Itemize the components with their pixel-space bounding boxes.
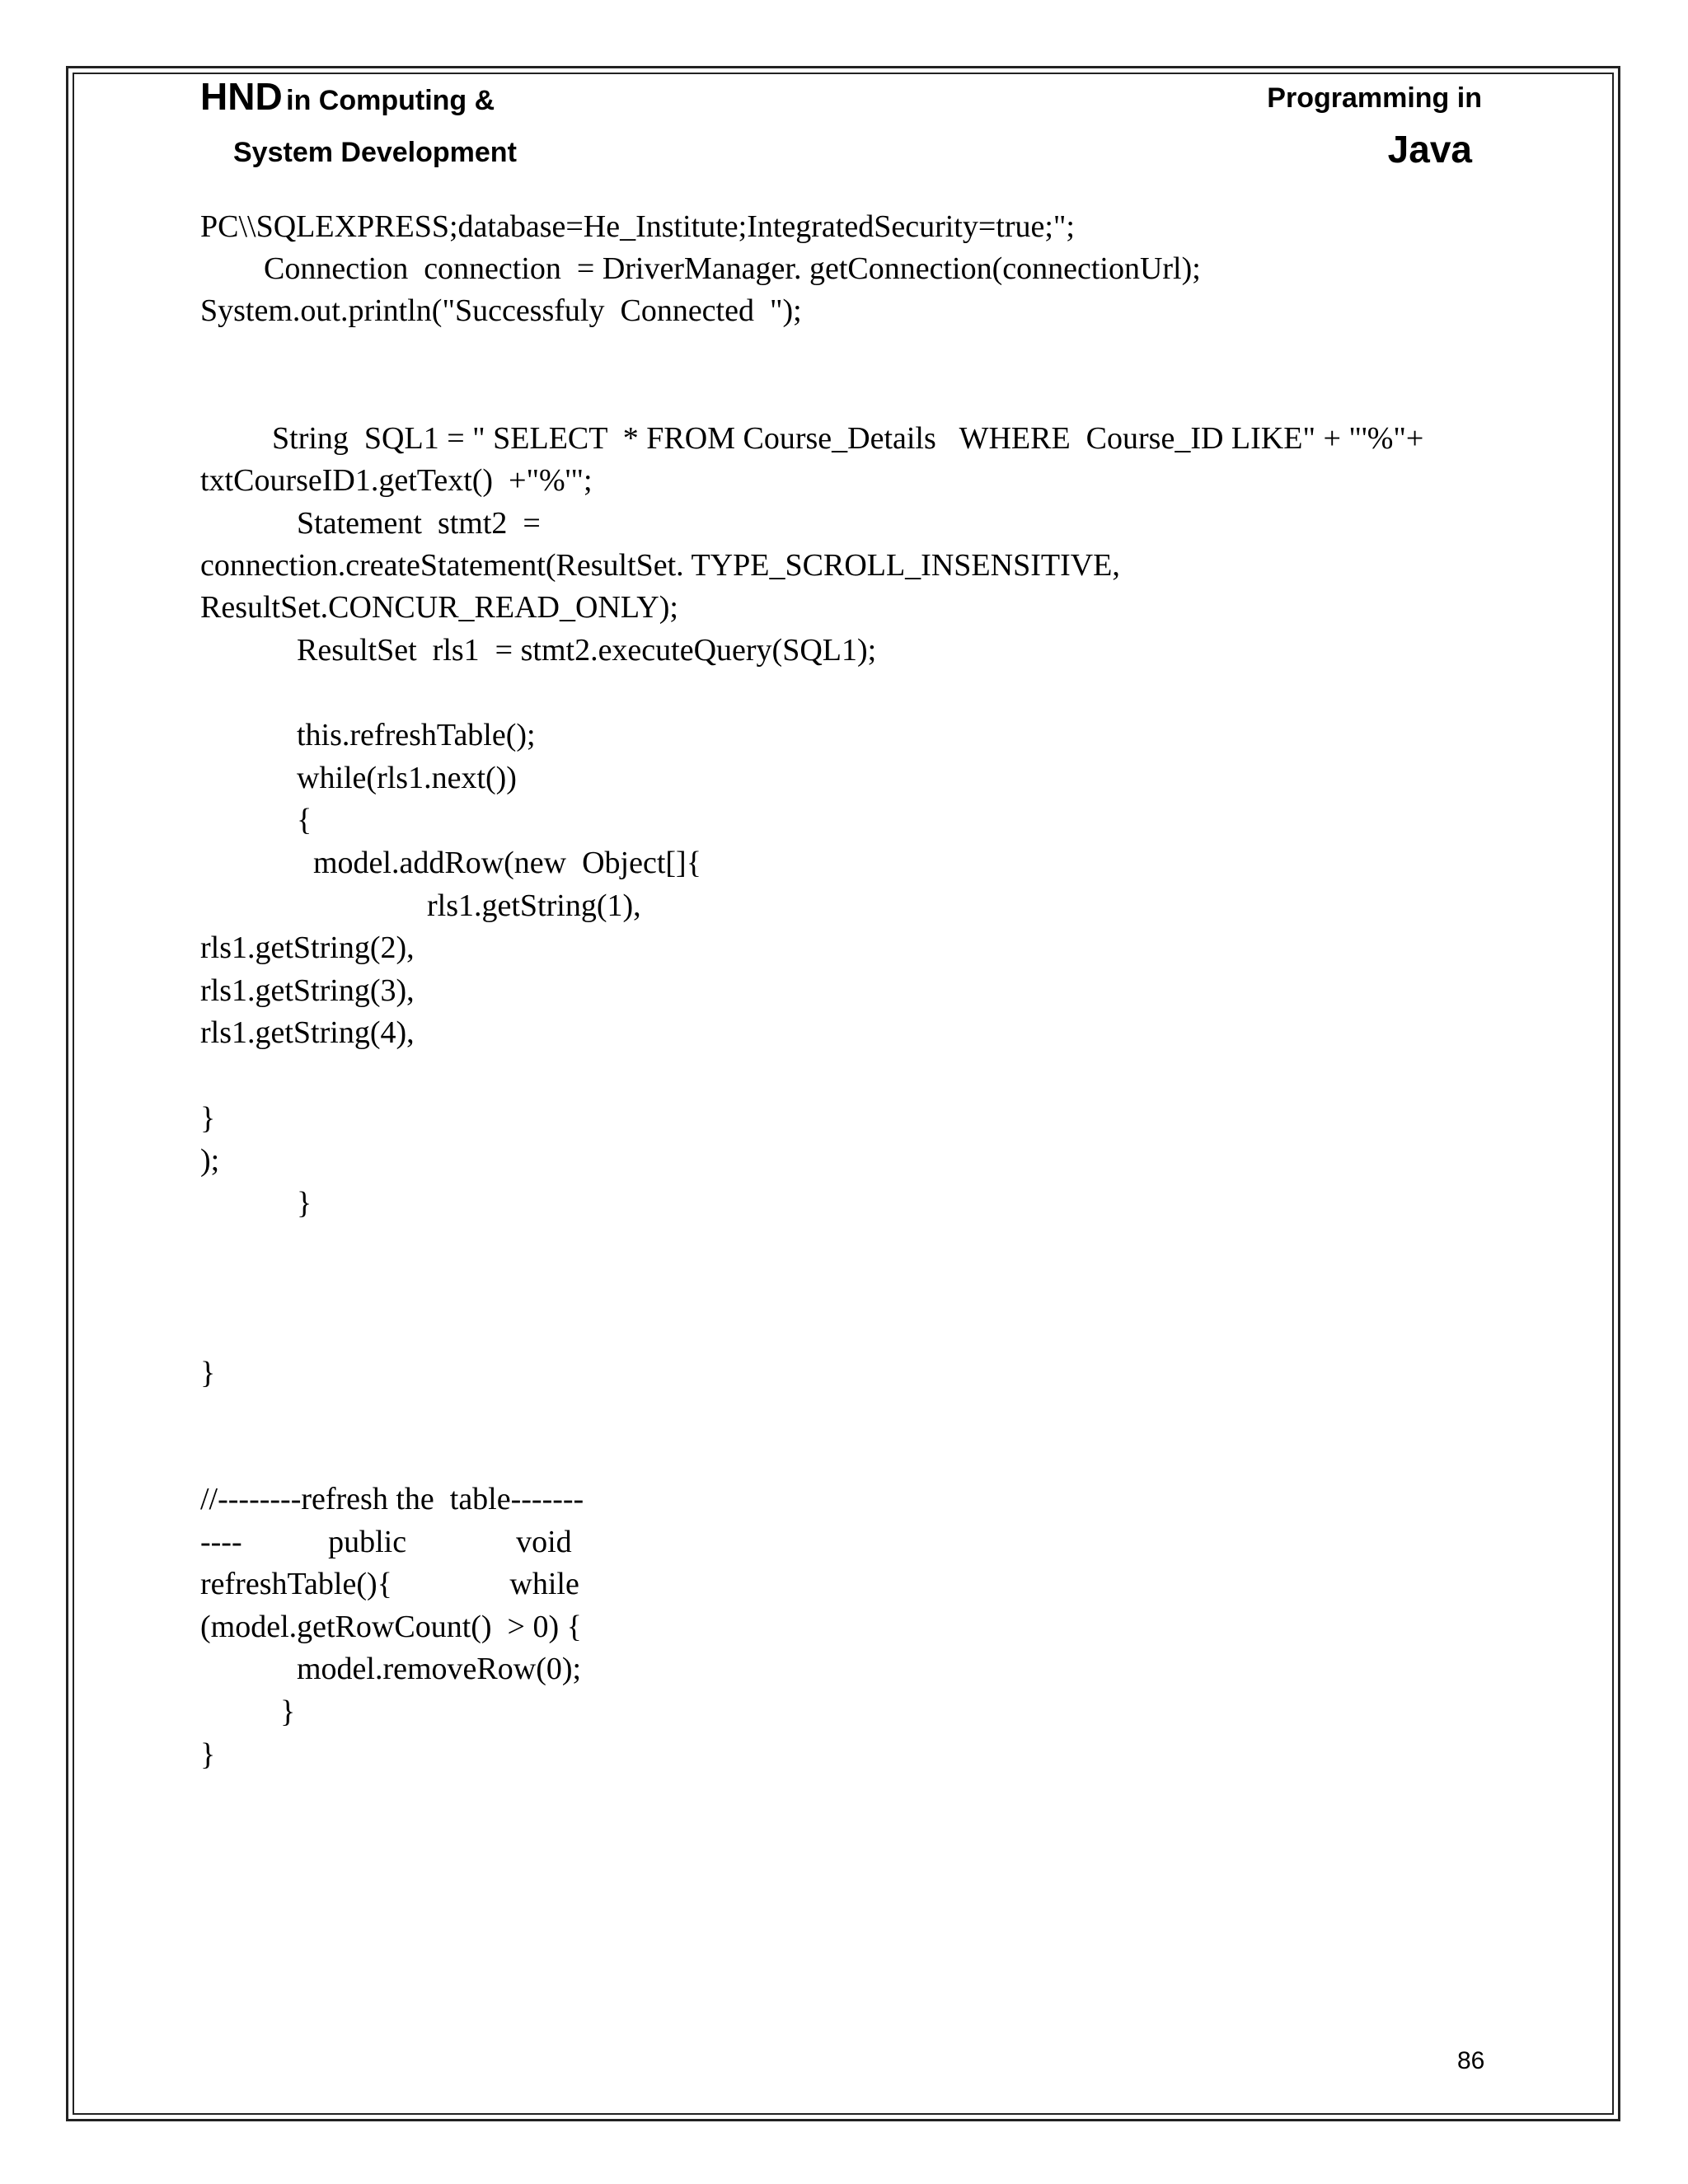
header-right-line2: Java (1387, 128, 1472, 171)
code-line: refreshTable(){ while (200, 1567, 579, 1601)
code-line: model.addRow(new Object[]{ (313, 846, 701, 880)
code-line: } (297, 1186, 312, 1221)
code-line: rls1.getString(4), (200, 1015, 415, 1050)
header-left-line1 (200, 74, 495, 119)
code-line: { (297, 803, 312, 837)
code-line: Connection connection = DriverManager. getConnection(connectionUrl); (264, 251, 1201, 286)
header-hnd: HND (200, 75, 283, 118)
code-line: System.out.println("Successfuly Connected "); (200, 293, 802, 328)
code-line: this.refreshTable(); (297, 718, 536, 752)
code-line: connection.createStatement(ResultSet. TYPE_SCROLL_INSENSITIVE, (200, 548, 1120, 583)
code-line: Statement stmt2 = (297, 506, 541, 541)
code-line: rls1.getString(2), (200, 930, 415, 965)
code-line: ResultSet.CONCUR_READ_ONLY); (200, 590, 678, 625)
code-line: (model.getRowCount() > 0) { (200, 1610, 582, 1644)
code-line: } (200, 1101, 216, 1136)
code-line: } (200, 1356, 216, 1390)
code-line: } (200, 1737, 216, 1772)
code-line: rls1.getString(3), (200, 973, 415, 1008)
code-line: ResultSet rls1 = stmt2.executeQuery(SQL1); (297, 633, 877, 668)
code-line: PC\\SQLEXPRESS;database=He_Institute;IntegratedSecurity=true;"; (200, 209, 1075, 244)
header-right-line1: Programming in (1267, 82, 1482, 114)
code-line: String SQL1 = " SELECT * FROM Course_Details WHERE Course_ID LIKE" + "'%"+ (272, 421, 1424, 456)
code-line: ---- public void (200, 1525, 572, 1559)
code-line: rls1.getString(1), (427, 888, 641, 923)
page-number: 86 (1457, 2047, 1485, 2074)
page-border-inner (73, 73, 1614, 2115)
code-line: } (280, 1694, 296, 1729)
header-course-title: in Computing & (286, 85, 495, 116)
code-line: model.removeRow(0); (297, 1652, 582, 1686)
code-line: //--------refresh the table------- (200, 1482, 584, 1516)
code-line: txtCourseID1.getText() +"%'"; (200, 463, 593, 498)
code-line: while(rls1.next()) (297, 761, 517, 795)
header-left-line2: System Development (233, 137, 517, 168)
code-line: ); (200, 1143, 220, 1178)
